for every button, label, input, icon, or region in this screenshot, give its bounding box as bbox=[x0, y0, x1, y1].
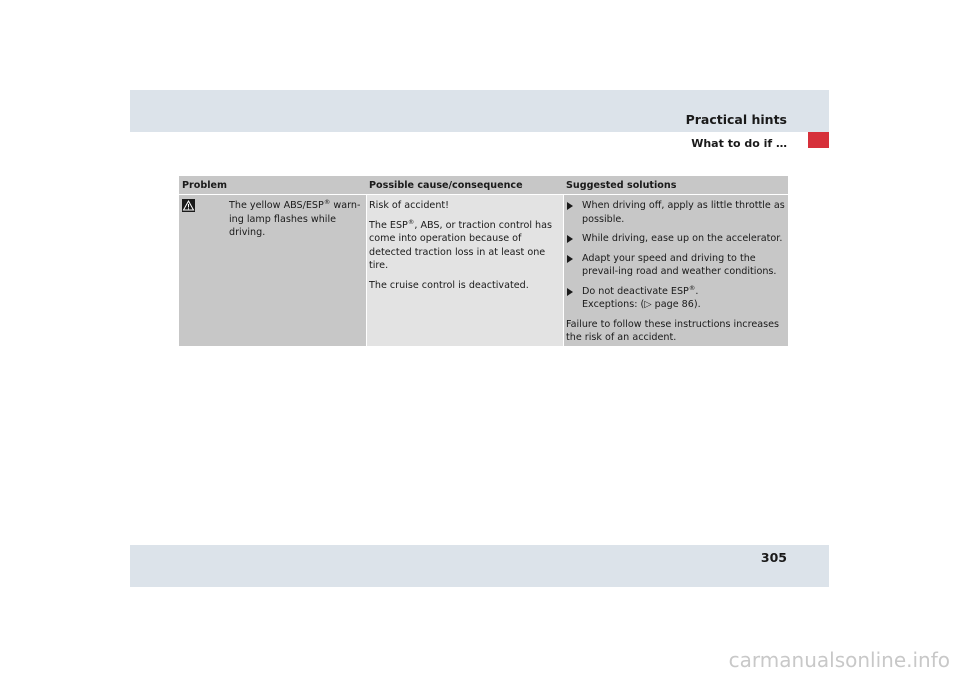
page-number: 305 bbox=[760, 550, 787, 565]
solutions-note: Failure to follow these instructions increases the risk of an accident. bbox=[566, 318, 779, 343]
header-cause: Possible cause/consequence bbox=[369, 180, 523, 191]
bullet-arrow-icon bbox=[567, 202, 573, 210]
bullet-arrow-icon bbox=[567, 288, 573, 296]
cause-cell bbox=[367, 195, 563, 346]
footer-band bbox=[130, 545, 829, 587]
solution-item: When driving off, apply as little throttle as possible. bbox=[566, 199, 786, 226]
page-reference: Exceptions: (▷ page 86). bbox=[582, 299, 701, 310]
solutions-cell bbox=[564, 195, 788, 346]
cause-explanation: The ESP®, ABS, or traction control has come into operation because of detected traction loss in at least one tire. bbox=[369, 217, 553, 271]
solution-item: While driving, ease up on the accelerator. bbox=[566, 232, 786, 246]
solution-item: Do not deactivate ESP®. Exceptions: (▷ page 86). bbox=[566, 285, 786, 312]
table-header-row bbox=[179, 176, 788, 194]
cause-cruise-control: The cruise control is deactivated. bbox=[369, 279, 529, 291]
header-problem: Problem bbox=[182, 180, 228, 191]
watermark-text: carmanualsonline.info bbox=[728, 648, 950, 672]
problem-description: The yellow ABS/ESP® warn-ing lamp flashes while driving. bbox=[229, 198, 361, 238]
section-title: Practical hints bbox=[685, 112, 787, 127]
warning-triangle-icon bbox=[182, 199, 195, 212]
bullet-arrow-icon bbox=[567, 235, 573, 243]
header-solutions: Suggested solutions bbox=[566, 180, 677, 191]
solution-item: Adapt your speed and driving to the prevail-ing road and weather conditions. bbox=[566, 252, 786, 279]
bullet-arrow-icon bbox=[567, 255, 573, 263]
problem-cell bbox=[179, 195, 366, 346]
troubleshooting-table bbox=[179, 176, 788, 346]
section-subtitle: What to do if … bbox=[691, 137, 787, 150]
cause-risk-warning: Risk of accident! bbox=[369, 200, 450, 211]
section-tab-marker bbox=[808, 132, 829, 148]
